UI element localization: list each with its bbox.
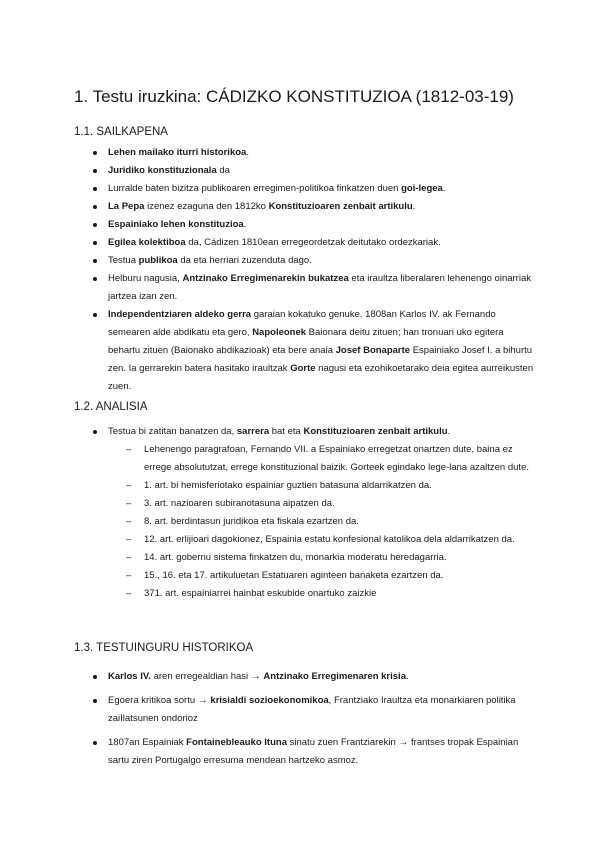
sublist-item: – 12. art. erlijioari dagokionez, Espainia estatu konfesional katolikoa dela aldarrikatzen da. xyxy=(126,531,536,549)
sublist-item: – 8. art. berdintasun juridikoa eta fiskala ezartzen da. xyxy=(126,513,536,531)
list-item: Independentziaren aldeko gerra garaian kokatuko genuke. 1808an Karlos IV. ak Fernando semearen alde abdikatu eta gero, Napoleonek Baionara deitu zituen; han tronuari uko egitera behartu zituen (Baionako abdikazioak) eta bere anaia Josef Bonaparte Espainiako Josef I. a bihurtu zen. Ia gerrarekin batera hasitako iraultzak Gorte nagusi eta ezohikoetarako deia egitea aurreikusten zuen. xyxy=(74,306,534,396)
section-heading-sailkapena: 1.1. SAILKAPENA xyxy=(74,126,168,138)
title-prefix: 1. Testu iruzkina: xyxy=(74,87,202,106)
section-heading-testuinguru: 1.3. TESTUINGURU HISTORIKOA xyxy=(74,642,254,654)
list-item: Egilea kolektiboa da, Cádizen 1810ean erregeordetzak deitutako ordezkariak. xyxy=(74,234,534,252)
list-item: La Pepa izenez ezaguna den 1812ko Konstituzioaren zenbait artikulu. xyxy=(74,198,534,216)
list-item: 1807an Espainiak Fontainebleauko Ituna sinatu zuen Frantziarekin → frantses tropak Espainian sartu ziren Portugalgo erresuma mendean hartzeko asmoz. xyxy=(74,734,534,770)
list-item: Helburu nagusia, Antzinako Erregimenarekin bukatzea eta iraultza liberalaren lehenengo oinarriak jartzea izan zen. xyxy=(74,270,534,306)
arrow-icon: → xyxy=(398,737,409,748)
document-title xyxy=(74,87,514,107)
arrow-icon: → xyxy=(197,695,208,706)
sublist-item: – Lehenengo paragrafoan, Fernando VII. a Espainiako erregetzat onartzen dute, baina ez errege absolututzat, errege konstituzional baizik. Gorteek egindako lege-lana azaltzen dute. xyxy=(126,441,536,477)
sailkapena-list xyxy=(74,144,534,396)
list-item: Testua publikoa da eta herriari zuzenduta dago. xyxy=(74,252,534,270)
list-item: Egoera kritikoa sortu → krisialdi sozioekonomikoa, Frantziako Iraultza eta monarkiaren politika zaiIlatsunen ondorioz xyxy=(74,692,534,728)
list-item: Testua bi zatitan banatzen da, sarrera bat eta Konstituzioaren zenbait artikulu. xyxy=(74,423,534,441)
list-item: Espainiako lehen konstituzioa. xyxy=(74,216,534,234)
arrow-icon: → xyxy=(250,671,261,682)
sublist-item: – 15., 16. eta 17. artikuluetan Estatuaren aginteen banaketa ezartzen da. xyxy=(126,567,536,585)
list-item: Karlos IV. aren erregealdian hasi → Antzinako Erregimenaren krisia. xyxy=(74,668,534,686)
list-item: Lurralde baten bizitza publikoaren erregimen-politikoa finkatzen duen goi-legea. xyxy=(74,180,534,198)
sublist-item: – 3. art. nazioaren subiranotasuna aipatzen da. xyxy=(126,495,536,513)
sublist-item: – 1. art. bi hemisferiotako espainiar guztien batasuna aldarrikatzen da. xyxy=(126,477,536,495)
list-item: Lehen mailako iturri historikoa. xyxy=(74,144,534,162)
sublist-item: – 14. art. gobernu sistema finkatzen du, monarkia moderatu heredagarria. xyxy=(126,549,536,567)
list-item: Juridiko konstituzionala da xyxy=(74,162,534,180)
sublist-item: – 371. art. espainiarrei hainbat eskubide onartuko zaizkie xyxy=(126,585,536,603)
analisia-list xyxy=(74,423,534,441)
analisia-sublist xyxy=(126,441,536,603)
title-main: CÁDIZKO KONSTITUZIOA (1812-03-19) xyxy=(206,87,514,106)
section-heading-analisia: 1.2. ANALISIA xyxy=(74,401,148,413)
testuinguru-list xyxy=(74,668,534,770)
